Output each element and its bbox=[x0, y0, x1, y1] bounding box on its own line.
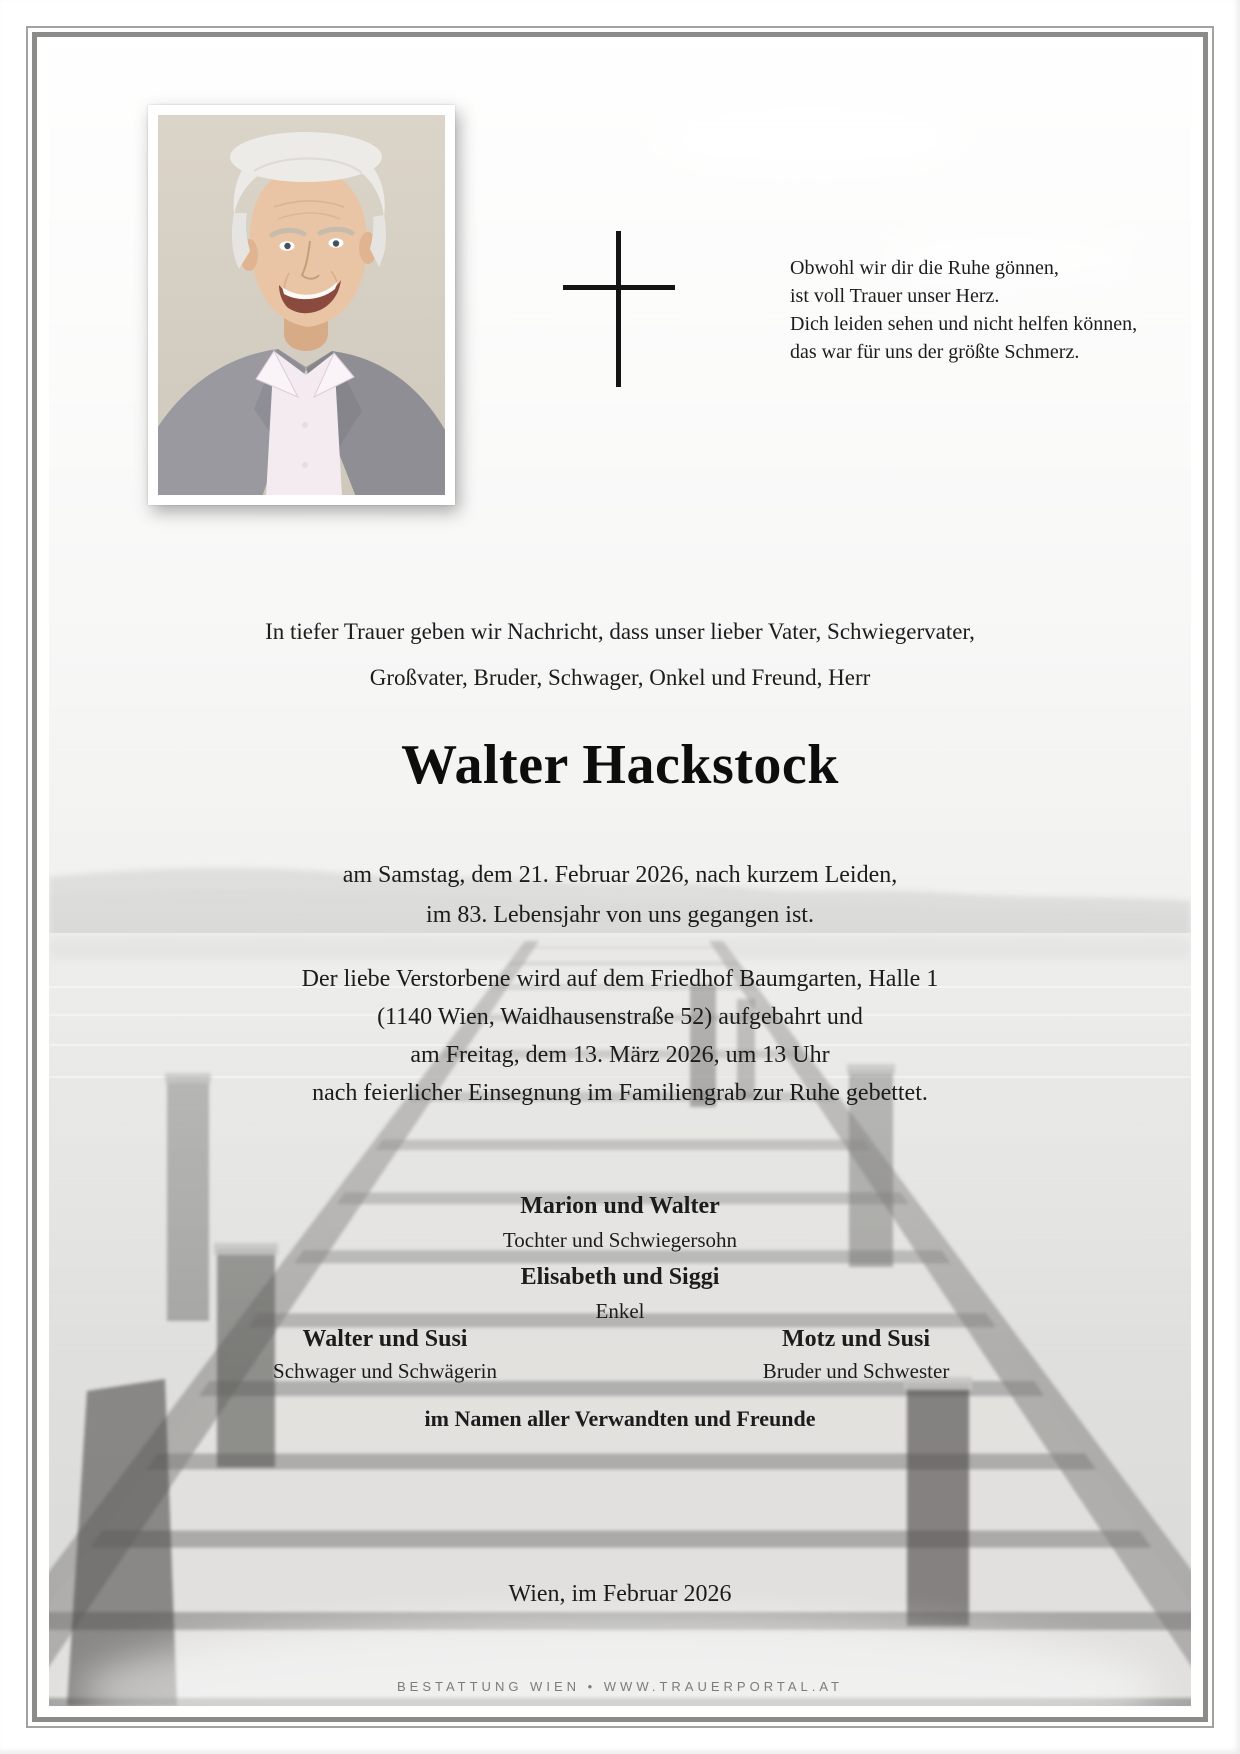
verse-line: Dich leiden sehen und nicht helfen können, bbox=[790, 313, 1138, 335]
mourner-column-right bbox=[646, 1325, 1066, 1384]
mourner-relation: Bruder und Schwester bbox=[762, 1359, 950, 1383]
card-content-area bbox=[49, 49, 1191, 1706]
mourner-relation: Tochter und Schwiegersohn bbox=[502, 1228, 738, 1252]
mourner-names: Elisabeth und Siggi bbox=[520, 1264, 720, 1290]
death-line: im 83. Lebensjahr von uns gegangen ist. bbox=[426, 902, 814, 928]
verse-line: ist voll Trauer unser Herz. bbox=[790, 285, 1000, 307]
funeral-line: am Freitag, dem 13. März 2026, um 13 Uhr bbox=[410, 1042, 830, 1068]
death-details bbox=[49, 855, 1191, 935]
mourner-names: Motz und Susi bbox=[781, 1326, 931, 1352]
mourner-names: Marion und Walter bbox=[520, 1193, 720, 1219]
funeral-line: Der liebe Verstorbene wird auf dem Friedhof Baumgarten, Halle 1 bbox=[301, 966, 939, 992]
mourner-relation: Enkel bbox=[595, 1299, 645, 1323]
announcement-line: Großvater, Bruder, Schwager, Onkel und Freund, Herr bbox=[369, 665, 871, 690]
death-line: am Samstag, dem 21. Februar 2026, nach kurzem Leiden, bbox=[342, 862, 898, 888]
funeral-home-footer: BESTATTUNG WIEN • WWW.TRAUERPORTAL.AT bbox=[396, 1679, 844, 1694]
closing-line: im Namen aller Verwandten und Freunde bbox=[424, 1406, 816, 1431]
memorial-verse bbox=[790, 254, 1191, 366]
place-and-date: Wien, im Februar 2026 bbox=[508, 1581, 732, 1607]
verse-line: Obwohl wir dir die Ruhe gönnen, bbox=[790, 257, 1059, 279]
funeral-details bbox=[49, 960, 1191, 1112]
portrait-illustration bbox=[158, 115, 445, 495]
portrait-photo bbox=[148, 105, 455, 505]
mourner-names: Walter und Susi bbox=[302, 1326, 468, 1352]
verse-line: das war für uns der größte Schmerz. bbox=[790, 341, 1080, 363]
memorial-cross-icon bbox=[563, 231, 675, 387]
announcement-line: In tiefer Trauer geben wir Nachricht, dass unser lieber Vater, Schwiegervater, bbox=[265, 619, 975, 644]
funeral-line: nach feierlicher Einsegnung im Familiengrab zur Ruhe gebettet. bbox=[312, 1080, 928, 1106]
mourner-relation: Schwager und Schwägerin bbox=[273, 1359, 497, 1383]
funeral-line: (1140 Wien, Waidhausenstraße 52) aufgebahrt und bbox=[377, 1004, 863, 1030]
announcement-text bbox=[49, 609, 1191, 701]
deceased-name: Walter Hackstock bbox=[401, 734, 839, 796]
mourner-column-left bbox=[175, 1325, 595, 1384]
